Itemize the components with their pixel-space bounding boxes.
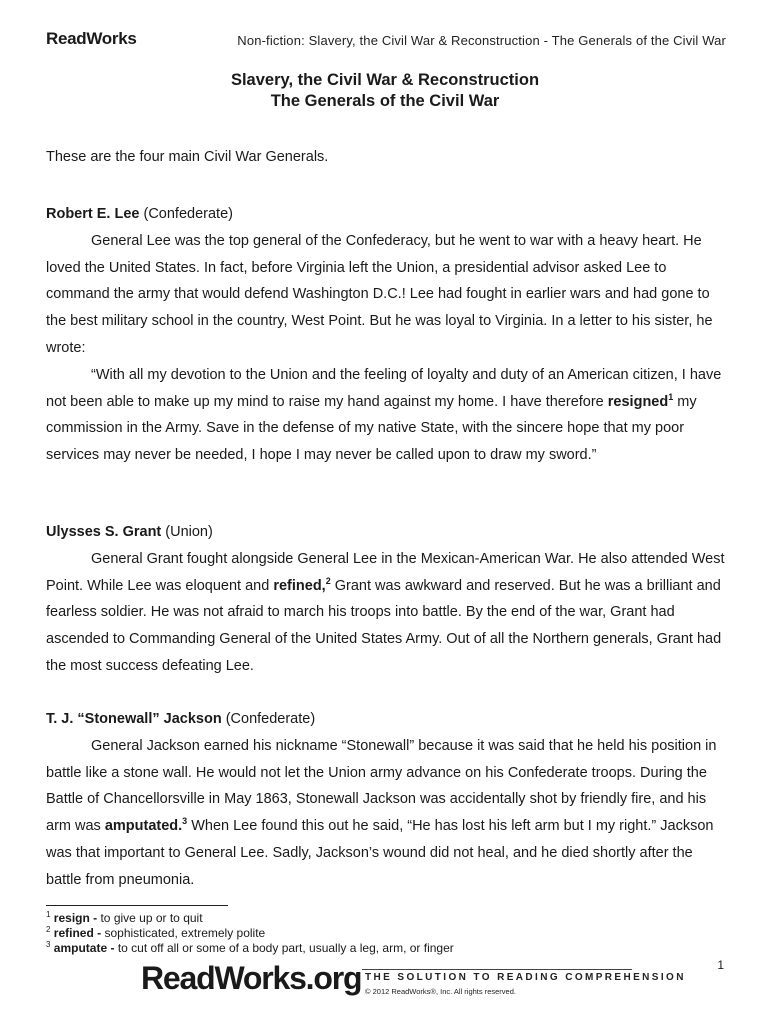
general-side: (Confederate)	[225, 711, 316, 727]
vocab-word: resigned	[607, 393, 669, 410]
section-heading	[46, 519, 731, 546]
footnote-ref: 2	[325, 575, 331, 586]
title-line-1: Slavery, the Civil War & Reconstruction	[230, 71, 540, 89]
header-breadcrumb: Non-fiction: Slavery, the Civil War & Reconstruction - The Generals of the Civil War	[237, 33, 726, 48]
footnote-number: 3	[46, 940, 51, 950]
footer-logo: ReadWorks.org	[141, 960, 362, 996]
section-heading	[46, 706, 731, 733]
footer-copyright: © 2012 ReadWorks®, Inc. All rights reserved.	[365, 987, 516, 996]
footnotes	[46, 911, 454, 957]
section-jackson	[46, 706, 731, 894]
paragraph-text-start: General Jackson earned his nickname “Stonewall” because it was said that he held his position in battle like a stone wall. He would not let the Union army advance on his Confederate troops. During the Battle of Chancellorsville in May 1863, Stonewall Jackson was accidentally shot by friendly fire, and his arm was	[46, 737, 717, 835]
page-number: 1	[717, 958, 724, 972]
section-grant	[46, 519, 731, 680]
quote-text-end: my commission in the Army. Save in the defense of my native State, with the sincere hope that my poor services may never be needed, I hope I may never be called upon to draw my sword.”	[46, 393, 697, 464]
section-paragraph	[46, 733, 731, 894]
intro-paragraph: These are the four main Civil War Generals.	[46, 149, 329, 165]
section-paragraph	[46, 546, 731, 680]
section-lee	[46, 201, 731, 469]
general-name: Robert E. Lee	[46, 206, 140, 222]
footnote-ref: 1	[668, 391, 674, 402]
header-brand-logo: ReadWorks	[46, 29, 137, 48]
footnote-definition: to cut off all or some of a body part, usually a leg, arm, or finger	[114, 941, 454, 956]
section-paragraph: General Lee was the top general of the Confederacy, but he went to war with a heavy heart. He loved the United States. In fact, before Virginia left the Union, a presidential advisor asked Lee to command the army that would defend Washington D.C.! Lee had fought in earlier wars and had gone to the best military school in the country, West Point. But he was loyal to Virginia. In a letter to his sister, he wrote:	[46, 232, 713, 356]
footnote-item	[46, 926, 454, 941]
vocab-word: refined,	[273, 577, 326, 594]
footnote-number: 2	[46, 925, 51, 935]
general-side: (Union)	[165, 524, 213, 540]
paragraph-text-end: When Lee found this out he said, “He has lost his left arm but I my right.” Jackson was that important to General Lee. Sadly, Jackson’s wound did not heal, and he died shortly after the battle from pneumonia.	[46, 818, 714, 888]
footnote-item	[46, 911, 454, 926]
footnote-ref: 3	[182, 816, 188, 827]
quote-paragraph	[46, 362, 731, 469]
section-heading	[46, 201, 731, 228]
paragraph-text-end: Grant was awkward and reserved. But he was a brilliant and fearless soldier. He was not afraid to march his troops into battle. By the end of the war, Grant had ascended to Commanding General of the United States Army. Out of all the Northern generals, Grant had the most success defeating Lee.	[46, 577, 722, 674]
document-title	[0, 70, 770, 112]
title-line-2: The Generals of the Civil War	[270, 92, 500, 110]
vocab-word: amputated.	[104, 818, 183, 835]
general-name: T. J. “Stonewall” Jackson	[46, 711, 222, 727]
footnote-item	[46, 941, 454, 956]
footnote-term: refined -	[53, 926, 102, 941]
footnote-term: amputate -	[53, 941, 115, 956]
quote-text-start: “With all my devotion to the Union and the feeling of loyalty and duty of an American citizen, I have not been able to make up my mind to raise my hand against my home. I have therefore	[46, 366, 722, 410]
footnote-number: 1	[46, 910, 51, 919]
paragraph-text-start: General Grant fought alongside General Lee in the Mexican-American War. He also attended West Point. While Lee was eloquent and	[46, 550, 725, 594]
footnote-divider	[46, 905, 228, 906]
general-side: (Confederate)	[143, 206, 233, 222]
footnote-definition: to give up or to quit	[97, 911, 203, 925]
general-name: Ulysses S. Grant	[46, 524, 162, 540]
footnote-term: resign -	[53, 911, 98, 925]
footer-tagline: THE SOLUTION TO READING COMPREHENSION	[365, 972, 686, 983]
footnote-definition: sophisticated, extremely polite	[101, 926, 266, 941]
footer-divider	[362, 969, 632, 970]
